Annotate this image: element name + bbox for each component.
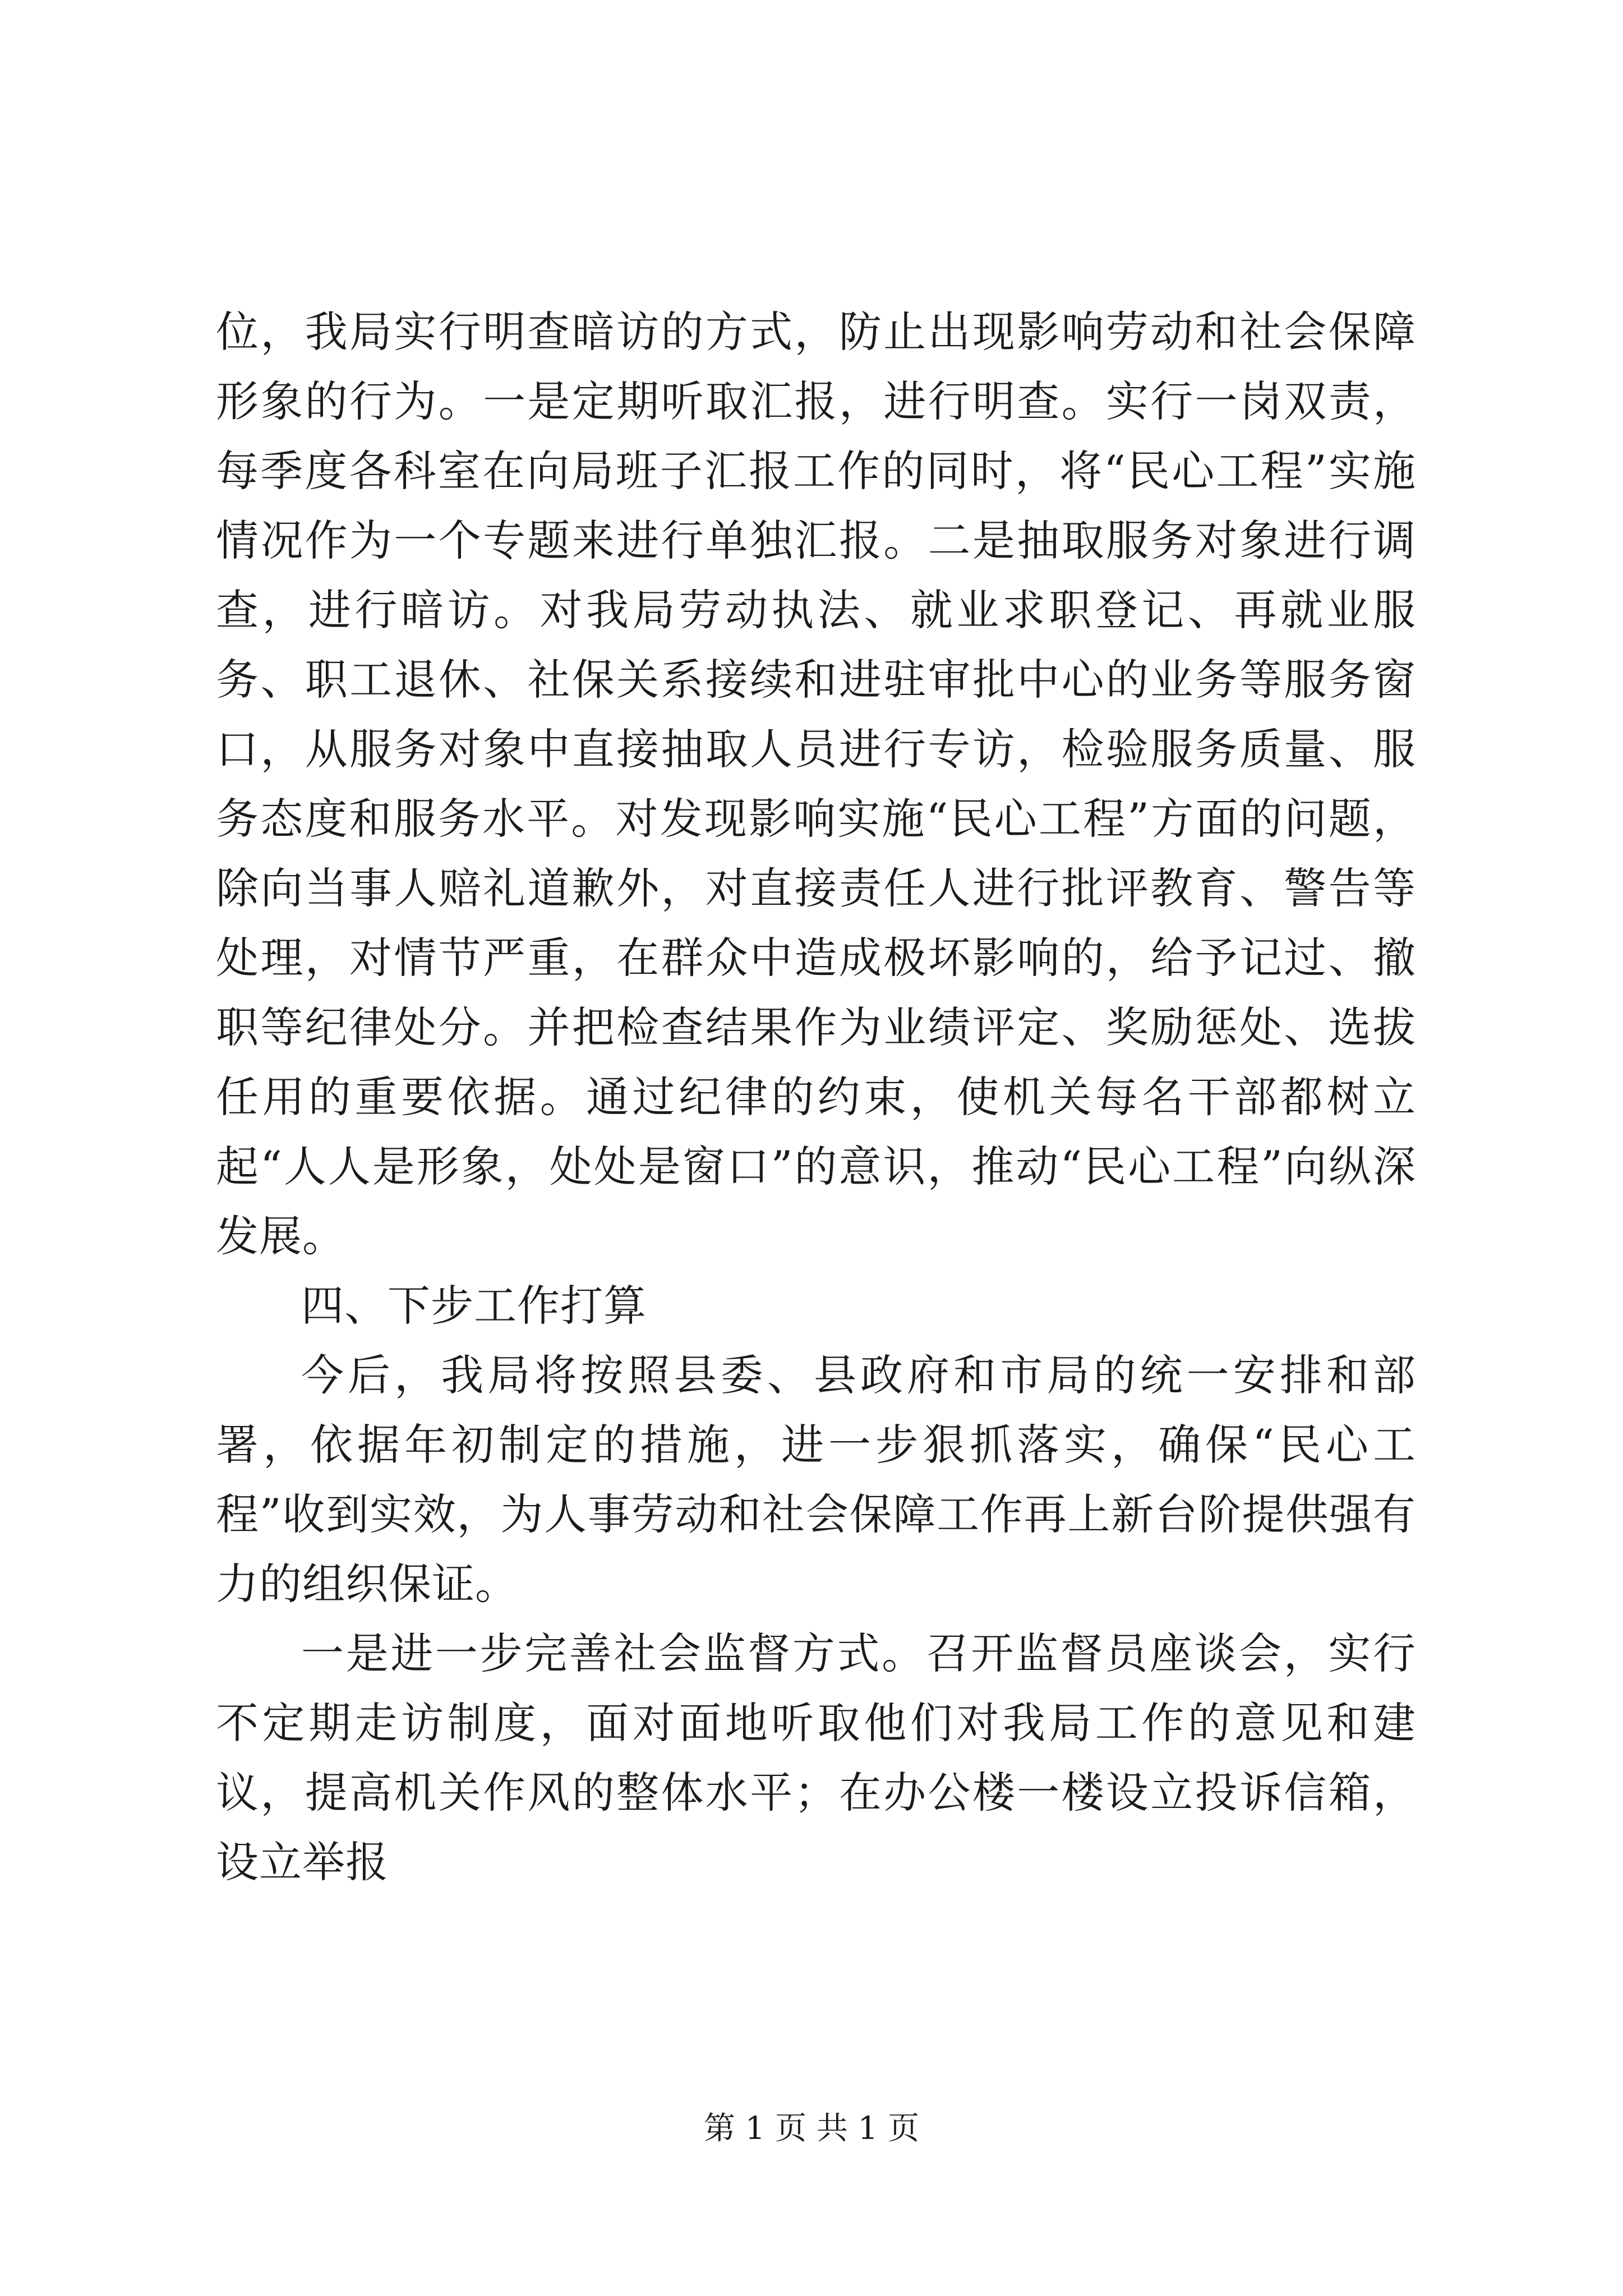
paragraph-continuation: 位，我局实行明查暗访的方式，防止出现影响劳动和社会保障形象的行为。一是定期听取汇报，进行明查。实行一岗双责，每季度各科室在向局班子汇报工作的同时，将“民心工程”实施情况作为一个专题来进行单独汇报。二是抽取服务对象进行调查，进行暗访。对我局劳动执法、就业求职登记、再就业服务、职工退休、社保关系接续和进驻审批中心的业务等服务窗口，从服务对象中直接抽取人员进行专访，检验服务质量、服务态度和服务水平。对发现影响实施“民心工程”方面的问题，除向当事人赔礼道歉外，对直接责任人进行批评教育、警告等处理，对情节严重，在群众中造成极坏影响的，给予记过、撤职等纪律处分。并把检查结果作为业绩评定、奖励惩处、选拔任用的重要依据。通过纪律的约束，使机关每名干部都树立起“人人是形象，处处是窗口”的意识，推动“民心工程”向纵深发展。 <box>216 307 1416 1261</box>
section-heading: 四、下步工作打算 <box>301 1281 647 1331</box>
paragraph-plan-item-one: 一是进一步完善社会监督方式。召开监督员座谈会，实行不定期走访制度，面对面地听取他们对我局工作的意见和建议，提高机关作风的整体水平；在办公楼一楼设立投诉信箱，设立举报 <box>216 1628 1416 1887</box>
document-body <box>216 297 1416 1897</box>
paragraph-plan-intro: 今后，我局将按照县委、县政府和市局的统一安排和部署，依据年初制定的措施，进一步狠抓落实，确保“民心工程”收到实效，为人事劳动和社会保障工作再上新台阶提供强有力的组织保证。 <box>216 1350 1416 1609</box>
page-footer: 第 1 页 共 1 页 <box>703 2110 920 2147</box>
